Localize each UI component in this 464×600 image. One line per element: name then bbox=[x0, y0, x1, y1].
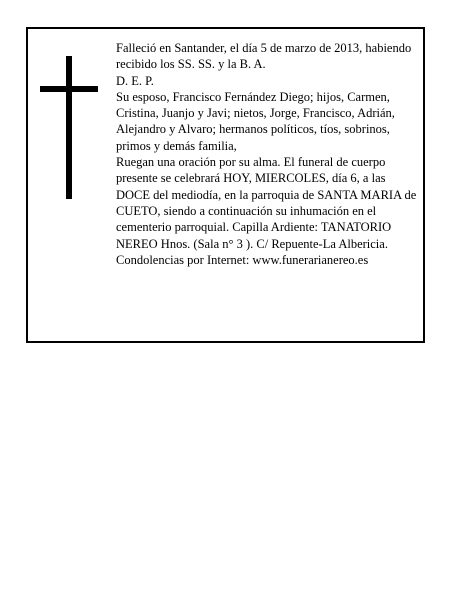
death-announcement: Falleció en Santander, el día 5 de marzo de 2013, habiendo recibido los SS. SS. y la B. A. bbox=[116, 41, 412, 72]
condolences-website: Condolencias por Internet: www.funerarianereo.es bbox=[116, 252, 369, 267]
notice-text bbox=[116, 40, 418, 268]
cross-horizontal-bar bbox=[40, 86, 98, 92]
family-members: Su esposo, Francisco Fernández Diego; hijos, Carmen, Cristina, Juanjo y Javi; nietos, Jorge, Francisco, Adrián, Alejandro y Alvaro; hermanos políticos, tíos, sobrinos, primos y demás familia, bbox=[116, 89, 395, 153]
cross-vertical-bar bbox=[66, 56, 72, 199]
cross-icon bbox=[40, 56, 98, 199]
rest-in-peace: D. E. P. bbox=[116, 73, 154, 88]
funeral-details: Ruegan una oración por su alma. El funeral de cuerpo presente se celebrará HOY, MIERCOLES, día 6, a las DOCE del mediodía, en la parroquia de SANTA MARIA de CUETO, siendo a continuación su inhumación en el cementerio parroquial. Capilla Ardiente: TANATORIO NEREO Hnos. (Sala n° 3 ). C/ Repuente-La Albericia. bbox=[116, 155, 417, 251]
obituary-notice bbox=[26, 27, 425, 343]
